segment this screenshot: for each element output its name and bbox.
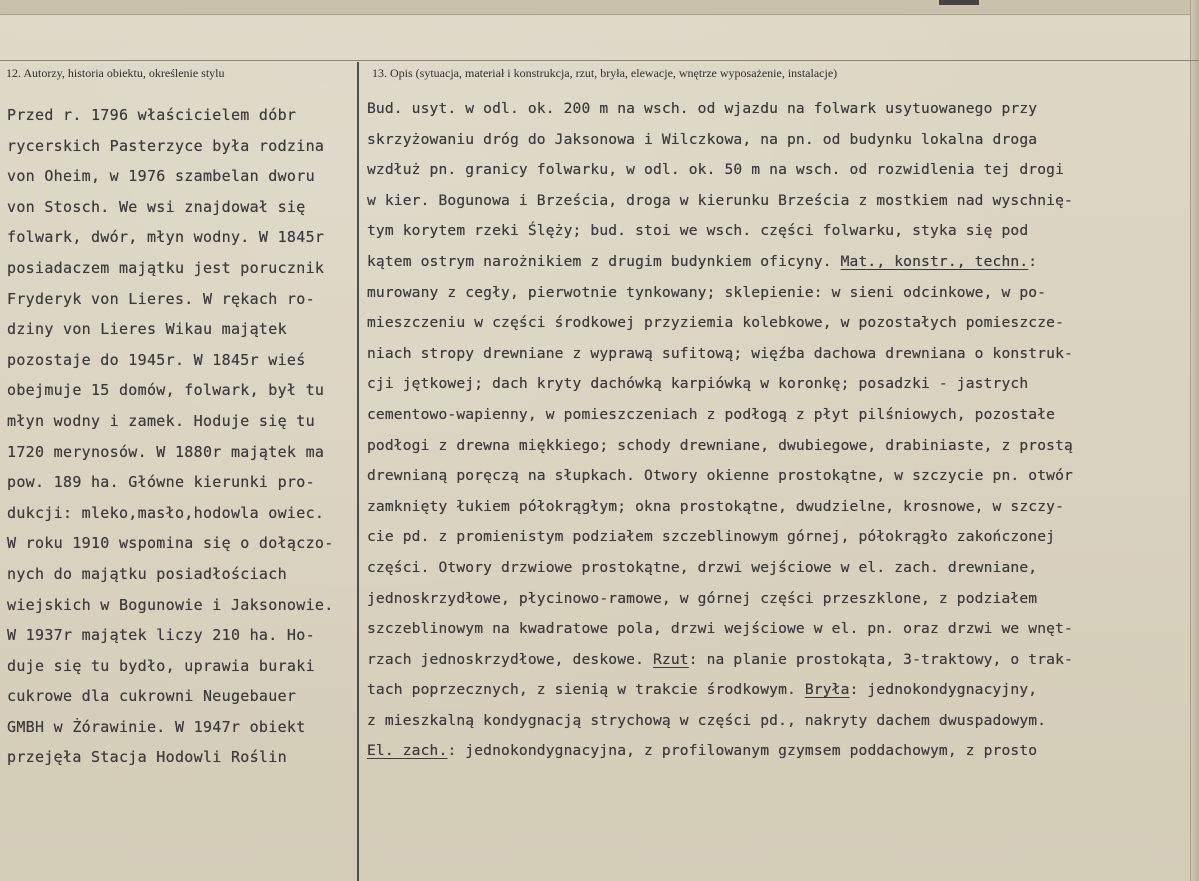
history-text-line: młyn wodny i zamek. Hoduje się tu [7,411,315,430]
underlined-section-label: Bryła [804,681,850,699]
history-text-line: cukrowe dla cukrowni Neugebauer [7,687,297,706]
underlined-section-label: Mat., konstr., techn. [840,252,1029,270]
description-text-line [367,186,1177,217]
description-text-line [367,492,1177,523]
history-text-line: posiadaczem majątku jest porucznik [7,258,325,277]
line-text: zamknięty łukiem półokrągłym; okna prostokątne, dwudzielne, krosnowe, w szczy- [367,497,1065,515]
description-text-line [367,155,1177,186]
top-edge-mark [939,0,979,5]
description-text-line [367,736,1177,767]
line-text: jednoskrzydłowe, płycinowo-ramowe, w górnej części przeszklone, z podziałem [367,589,1038,607]
line-text: cji jętkowej; dach kryty dachówką karpiówką w koronkę; posadzki - jastrych [367,375,1029,393]
line-text: kątem ostrym narożnikiem z drugim budynkiem oficyny. [367,252,841,270]
history-text-block [7,100,352,773]
description-text-line [367,645,1177,676]
line-text: części. Otwory drzwiowe prostokątne, drzwi wejściowe w el. zach. drewniane, [367,558,1038,576]
description-text-line [367,461,1177,492]
description-text-line [367,339,1177,370]
section-12-heading: 12. Autorzy, historia obiektu, określenie stylu [6,66,225,80]
column-divider [357,62,359,881]
section-13-heading: 13. Opis (sytuacja, materiał i konstrukcja, rzut, bryła, elewacje, wnętrze wyposażenie, instalacje) [372,66,838,80]
description-text-line [367,308,1177,339]
form-top-rule [0,60,1199,61]
description-text-line [367,369,1177,400]
line-text: mieszczeniu w części środkowej przyziemia kolebkowe, w pozostałych pomieszcze- [367,314,1065,332]
history-text-line: von Oheim, w 1976 szambelan dworu [7,167,315,186]
line-text: cementowo-wapienny, w pomieszczeniach z podłogą z płyt pilśniowych, pozostałe [367,405,1056,423]
description-text-line [367,400,1177,431]
history-text-line: Fryderyk von Lieres. W rękach ro- [7,289,315,308]
history-text-line: pow. 189 ha. Główne kierunki pro- [7,473,315,492]
line-text: rzach jednoskrzydłowe, deskowe. [367,650,653,668]
line-text: podłogi z drewna miękkiego; schody drewniane, dwubiegowe, drabiniaste, z prostą [367,436,1073,454]
line-text: : [1028,252,1038,270]
underlined-section-label: Rzut [652,650,689,668]
line-text: murowany z cegły, pierwotnie tynkowany; sklepienie: w sieni odcinkowe, w po- [367,283,1047,301]
history-text-line: Przed r. 1796 właścicielem dóbr [7,106,297,124]
history-text-line: wiejskich w Bogunowie i Jaksonowie. [7,595,334,614]
history-text-line: dukcji: mleko,masło,hodowla owiec. [7,503,325,522]
page-top-edge [0,0,1199,15]
line-text: tym korytem rzeki Ślęży; bud. stoi we wsch. części folwarku, styka się pod [367,222,1029,240]
history-text-line: W 1937r majątek liczy 210 ha. Ho- [7,626,315,645]
description-text-line [367,125,1177,156]
history-text-line: dziny von Lieres Wikau majątek [7,320,287,339]
line-text: z mieszkalną kondygnacją strychową w części pd., nakryty dachem dwuspadowym. [367,711,1047,729]
description-text-line [367,614,1177,645]
description-text-line [367,706,1177,737]
line-text: drewnianą poręczą na słupkach. Otwory okienne prostokątne, w szczycie pn. otwór [367,467,1073,485]
history-text-line: przejęła Stacja Hodowli Roślin [7,748,287,767]
description-text-line [367,94,1177,125]
description-text-line [367,522,1177,553]
description-text-line [367,278,1177,309]
history-text-line: GMBH w Żórawinie. W 1947r obiekt [7,717,306,736]
line-text: niach stropy drewniane z wyprawą sufitową; więźba dachowa drewniana o konstruk- [367,344,1073,362]
history-text-line: 1720 merynosów. W 1880r majątek ma [7,442,325,461]
line-text: : jednokondygnacyjna, z profilowanym gzymsem poddachowym, z prosto [447,742,1038,760]
history-text-line: W roku 1910 wspomina się o dołączo- [7,534,334,553]
history-text-line: pozostaje do 1945r. W 1845r wieś [7,350,306,369]
line-text: wzdłuż pn. granicy folwarku, w odl. ok. 50 m na wsch. od rozwidlenia tej drogi [367,161,1065,179]
description-text-line [367,431,1177,462]
line-text: w kier. Bogunowa i Brześcia, droga w kierunku Brześcia z mostkiem nad wyschnię- [367,191,1073,209]
line-text: skrzyżowaniu dróg do Jaksonowa i Wilczkowa, na pn. od budynku lokalna droga [367,130,1038,148]
line-text: : jednokondygnacyjny, [849,681,1038,699]
line-text: Bud. usyt. w odl. ok. 200 m na wsch. od wjazdu na folwark usytuowanego przy [367,100,1038,117]
description-text-line [367,584,1177,615]
history-text-line: duje się tu bydło, uprawia buraki [7,656,315,675]
history-text-line: rycerskich Pasterzyce była rodzina [7,136,325,155]
description-text-line [367,247,1177,278]
history-text-line: obejmuje 15 domów, folwark, był tu [7,381,325,400]
line-text: szczeblinowym na kwadratowe pola, drzwi wejściowe w el. pn. oraz drzwi we wnęt- [367,620,1073,638]
description-text-block [367,94,1177,767]
line-text: : na planie prostokąta, 3-traktowy, o trak- [688,650,1073,668]
line-text: cie pd. z promienistym podziałem szczeblinowym górnej, półokrągło zakończonej [367,528,1056,546]
history-text-line: folwark, dwór, młyn wodny. W 1845r [7,228,325,247]
line-text: tach poprzecznych, z sienią w trakcie środkowym. [367,681,805,699]
history-text-line: nych do majątku posiadłościach [7,564,287,583]
description-text-line [367,675,1177,706]
description-text-line [367,553,1177,584]
underlined-section-label: El. zach. [367,742,448,760]
page-right-edge [1190,0,1199,881]
description-text-line [367,216,1177,247]
history-text-line: von Stosch. We wsi znajdował się [7,197,306,216]
